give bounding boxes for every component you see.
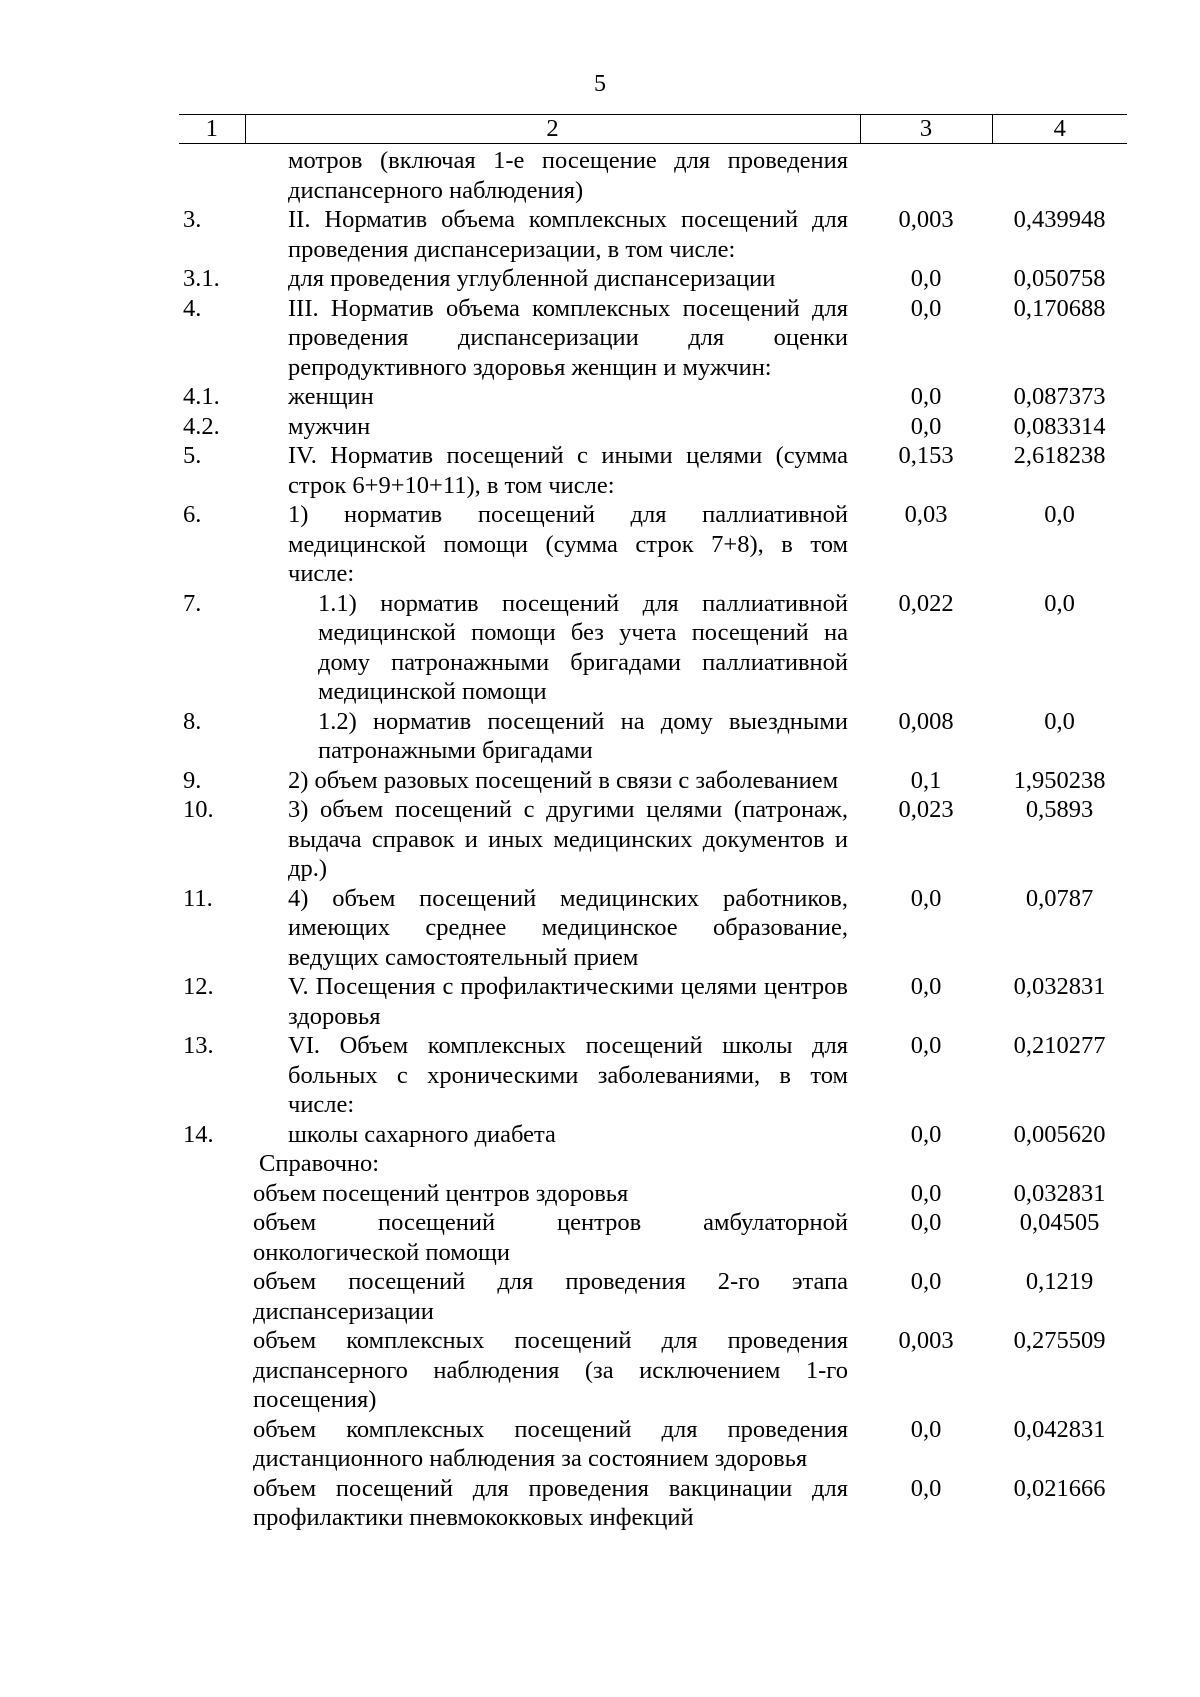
row-description: женщин (288, 383, 374, 410)
row-number (179, 1474, 245, 1533)
row-value-col4: 0,170688 (1013, 294, 1106, 322)
row-number: 11. (183, 884, 213, 912)
row-value-col3: 0,1 (910, 766, 942, 794)
row-description: объем посещений для проведения 2-го этапа диспансеризации (253, 1268, 848, 1325)
row-value-col4: 2,618238 (1013, 442, 1106, 469)
row-value-col3: 0,0 (910, 1032, 942, 1059)
row-number (179, 1415, 245, 1474)
row-value-col3: 0,153 (898, 442, 954, 469)
row-value-col4: 0,0787 (1025, 884, 1094, 912)
row-description: 3) объем посещений с другими целями (патронаж, выдача справок и иных медицинских документов и др.) (288, 796, 848, 882)
row-value-col4: 1,950238 (1013, 766, 1106, 794)
row-description: 2) объем разовых посещений в связи с заболеванием (288, 766, 839, 794)
row-number: 9. (183, 766, 202, 794)
row-description: объем посещений для проведения вакцинации для профилактики пневмококковых инфекций (253, 1474, 848, 1531)
section-heading: Справочно: (259, 1150, 380, 1177)
row-value-col4: 0,5893 (1025, 796, 1094, 823)
table-row (179, 382, 1127, 412)
table-row (179, 884, 1127, 973)
row-description: мотров (включая 1-е посещение для проведения диспансерного наблюдения) (288, 147, 848, 204)
header-col-3: 3 (860, 115, 992, 144)
row-value-col3: 0,023 (898, 796, 954, 823)
row-number (179, 1208, 245, 1267)
table-row (179, 1031, 1127, 1120)
row-value-col4: 0,1219 (1025, 1268, 1094, 1295)
header-col-4: 4 (992, 115, 1127, 144)
row-value-col3: 0,0 (910, 1209, 942, 1236)
row-value-col4: 0,021666 (1013, 1474, 1106, 1502)
row-value-col4: 0,0 (1044, 501, 1075, 528)
row-value-col3: 0,0 (910, 1179, 942, 1207)
row-value-col3: 0,0 (910, 1415, 942, 1443)
row-value-col3: 0,0 (910, 265, 942, 292)
table-row (179, 795, 1127, 884)
row-number: 8. (183, 707, 202, 735)
row-value-col4: 0,050758 (1013, 265, 1106, 292)
row-number (179, 1326, 245, 1415)
row-value-col3: 0,003 (898, 206, 954, 233)
table-row (179, 264, 1127, 294)
row-value-col3 (860, 144, 992, 206)
row-value-col3: 0,0 (910, 383, 942, 410)
table-row (179, 441, 1127, 500)
row-value-col3: 0,0 (910, 884, 942, 912)
row-value-col4: 0,275509 (1013, 1327, 1106, 1354)
row-number: 13. (183, 1032, 214, 1059)
row-value-col3: 0,0 (910, 1120, 942, 1148)
row-value-col4: 0,032831 (1013, 973, 1106, 1000)
row-number: 4.1. (183, 383, 220, 410)
row-value-col4 (992, 144, 1127, 206)
table-row (179, 1326, 1127, 1415)
row-description: III. Норматив объема комплексных посещений для проведения диспансеризации для оценки репродуктивного здоровья женщин и мужчин: (288, 294, 848, 381)
row-description: VI. Объем комплексных посещений школы для больных с хроническими заболеваниями, в том числе: (288, 1032, 848, 1118)
row-description: школы сахарного диабета (288, 1120, 556, 1148)
row-description: V. Посещения с профилактическими целями центров здоровья (288, 973, 848, 1030)
table-row (179, 205, 1127, 264)
row-number: 3.1. (183, 265, 220, 292)
row-number: 4.2. (183, 412, 220, 440)
table-row (179, 707, 1127, 766)
row-description: 4) объем посещений медицинских работников, имеющих среднее медицинское образование, ведущих самостоятельный прием (288, 884, 848, 971)
row-value-col4: 0,083314 (1013, 412, 1106, 440)
row-description: 1.1) норматив посещений для паллиативной медицинской помощи без учета посещений на дому патронажными бригадами паллиативной медицинской помощи (318, 589, 848, 705)
row-number: 12. (183, 973, 214, 1000)
row-value-col3: 0,0 (910, 973, 942, 1000)
row-value-col3: 0,0 (910, 412, 942, 440)
row-value-col4: 0,042831 (1013, 1415, 1106, 1443)
table-row (179, 144, 1127, 206)
row-value-col3: 0,0 (910, 1268, 942, 1295)
row-number: 4. (183, 294, 202, 322)
header-col-2: 2 (245, 115, 860, 144)
row-number: 7. (183, 589, 202, 617)
row-value-col3: 0,003 (898, 1327, 954, 1354)
row-number: 3. (183, 206, 202, 233)
row-number: 6. (183, 501, 202, 528)
row-value-col4: 0,087373 (1013, 383, 1106, 410)
table-row (179, 1474, 1127, 1533)
row-value-col3: 0,022 (898, 589, 954, 617)
row-value-col3: 0,0 (910, 294, 942, 322)
table-row (179, 1267, 1127, 1326)
table-row (179, 1208, 1127, 1267)
row-description: 1.2) норматив посещений на дому выездными патронажными бригадами (318, 707, 848, 764)
table-row (179, 294, 1127, 383)
table-row (179, 1179, 1127, 1209)
row-value-col4: 0,032831 (1013, 1179, 1106, 1207)
row-value-col4: 0,04505 (1019, 1209, 1100, 1236)
table-row (179, 1149, 1127, 1179)
row-value-col4: 0,0 (1044, 589, 1075, 617)
row-description: объем комплексных посещений для проведения диспансерного наблюдения (за исключением 1-го посещения) (253, 1327, 848, 1413)
row-number (179, 1149, 245, 1179)
row-value-col4: 0,210277 (1013, 1032, 1106, 1059)
row-number: 10. (183, 796, 214, 823)
table-row (179, 1120, 1127, 1150)
row-value-col4 (992, 1149, 1127, 1179)
row-description: объем комплексных посещений для проведения дистанционного наблюдения за состоянием здоровья (253, 1415, 848, 1472)
row-number (179, 144, 245, 206)
row-number: 5. (183, 442, 202, 469)
table-row (179, 766, 1127, 796)
page-number: 5 (594, 71, 606, 97)
row-description: IV. Норматив посещений с иными целями (сумма строк 6+9+10+11), в том числе: (288, 442, 848, 499)
row-value-col4: 0,0 (1044, 707, 1075, 735)
table-header (179, 115, 1127, 144)
row-value-col4: 0,005620 (1013, 1120, 1106, 1148)
row-value-col3 (860, 1149, 992, 1179)
row-description: объем посещений центров здоровья (253, 1179, 629, 1207)
norms-table (179, 114, 1127, 1533)
row-number (179, 1267, 245, 1326)
table-row (179, 412, 1127, 442)
table-row (179, 589, 1127, 707)
row-description: II. Норматив объема комплексных посещений для проведения диспансеризации, в том числе: (288, 206, 848, 263)
table-row (179, 1415, 1127, 1474)
row-number: 14. (183, 1120, 214, 1148)
table-row (179, 972, 1127, 1031)
row-value-col4: 0,439948 (1013, 206, 1106, 233)
row-value-col3: 0,0 (910, 1474, 942, 1502)
row-value-col3: 0,008 (898, 707, 954, 735)
row-number (179, 1179, 245, 1209)
header-col-1: 1 (179, 115, 245, 144)
table-body (179, 144, 1127, 1533)
row-description: для проведения углубленной диспансеризации (288, 265, 776, 292)
row-description: мужчин (288, 412, 371, 440)
table-row (179, 500, 1127, 589)
row-description: объем посещений центров амбулаторной онкологической помощи (253, 1209, 848, 1266)
row-value-col3: 0,03 (904, 501, 948, 528)
row-description: 1) норматив посещений для паллиативной медицинской помощи (сумма строк 7+8), в том числе: (288, 501, 848, 587)
